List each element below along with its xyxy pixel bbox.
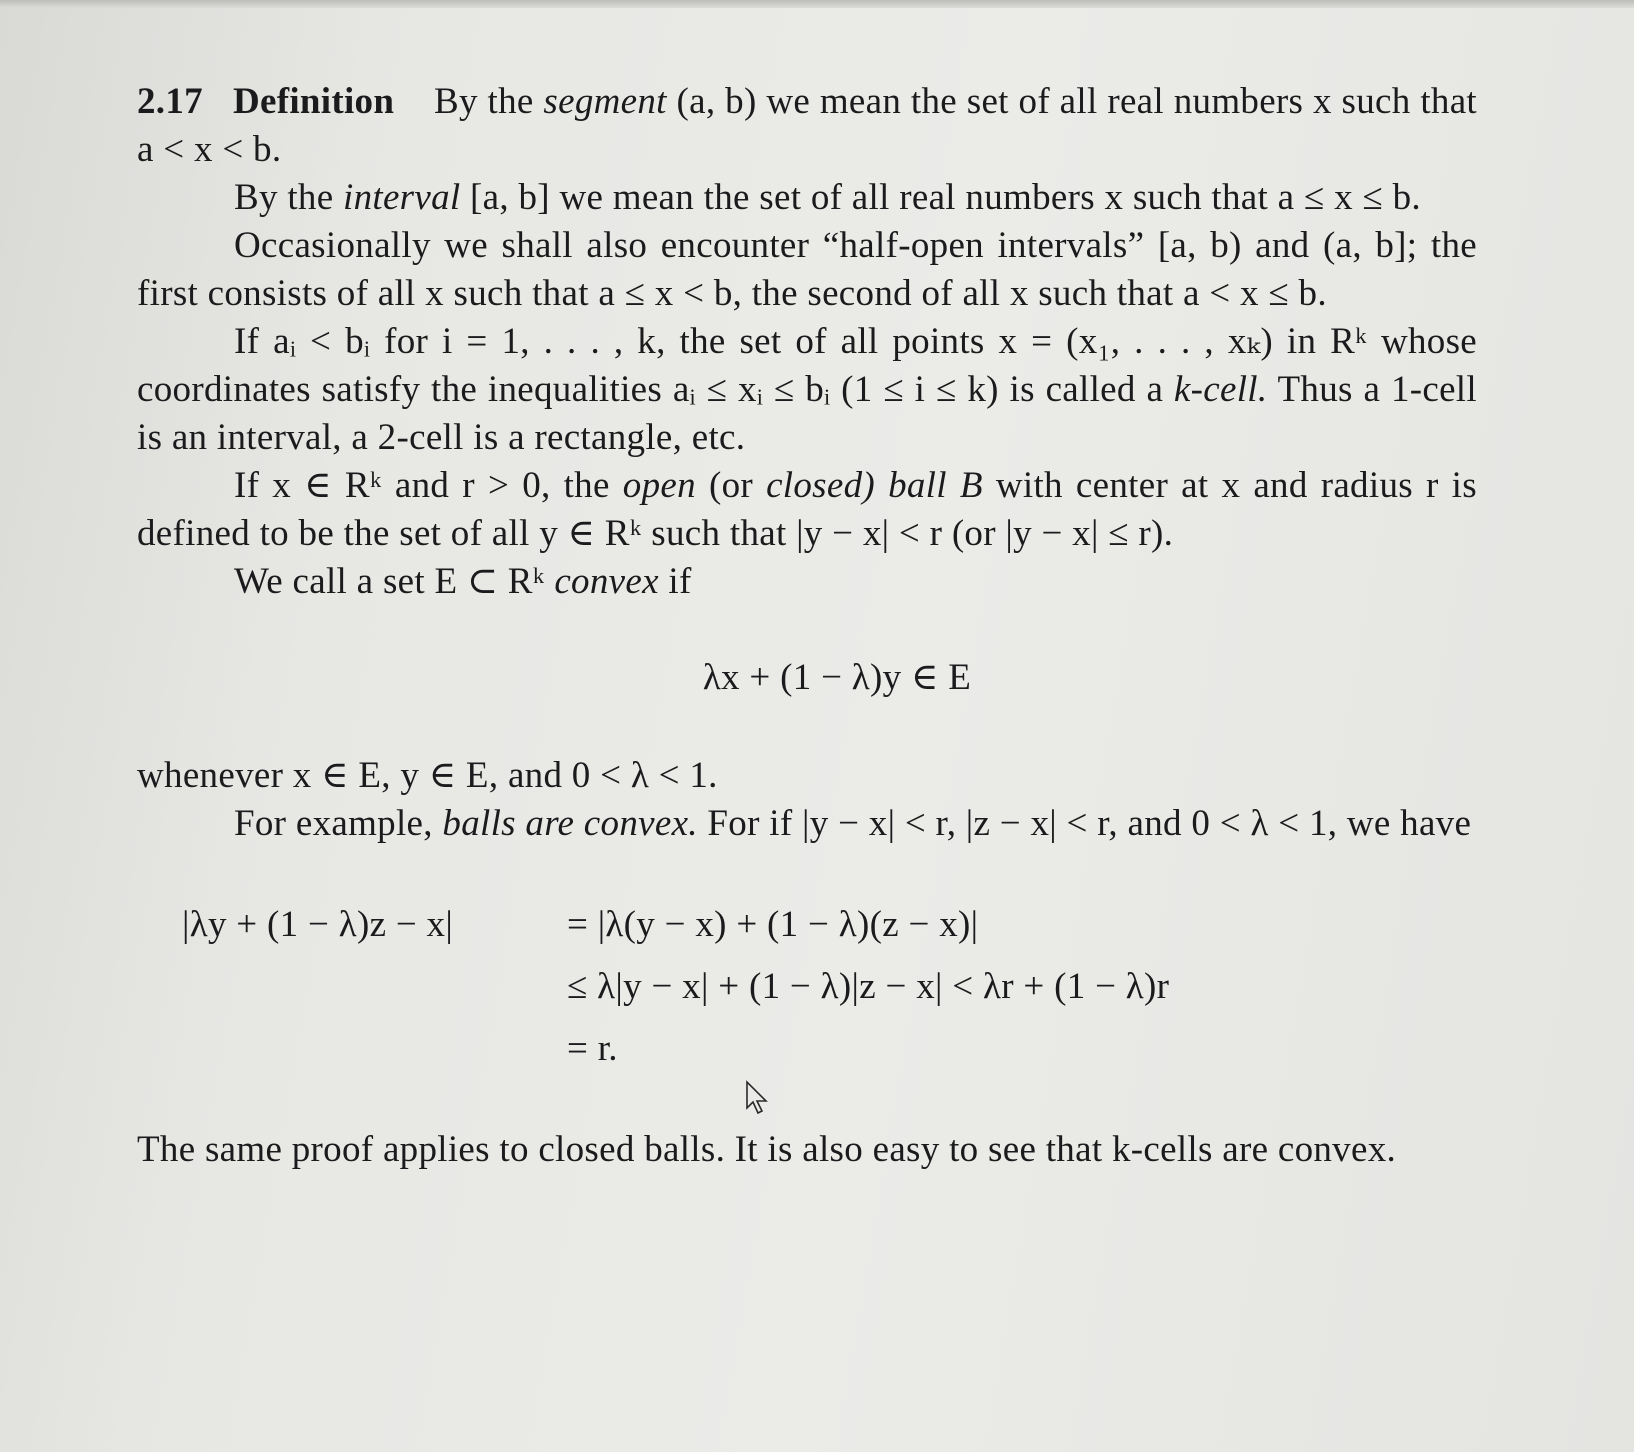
ball-paragraph — [137, 462, 1477, 558]
equation-lhs: |λy + (1 − λ)z − x| — [182, 904, 454, 945]
half-open-paragraph: Occasionally we shall also encounter “half-open intervals” [a, b) and (a, b]; the first consists of all x such that a ≤ x < b, the second of all x such that a < x ≤ b. — [137, 225, 1477, 314]
example-paragraph — [137, 800, 1477, 848]
ball-closed-term: closed) — [766, 465, 876, 506]
convex-paragraph — [137, 558, 1477, 606]
k-cell-text-1: If aᵢ < bᵢ for i = 1, . . . , k, the set of all points x = (x₁, . . . , xₖ) in Rᵏ whose coordinates satisfy the inequalities aᵢ ≤ xᵢ ≤ bᵢ (1 ≤ i ≤ k) is called a — [137, 321, 1477, 410]
interval-text-2: [a, b] we mean the set of all real numbers x such that a ≤ x ≤ b. — [470, 177, 1421, 218]
equation-row-2 — [182, 956, 1477, 1018]
equation-line-1: = |λ(y − x) + (1 − λ)(z − x)| — [567, 904, 979, 945]
example-term: balls are convex. — [442, 803, 698, 844]
ball-text-3: with center at x and radius r is defined to be the set of all y ∈ Rᵏ such that |y − x| < r (or |y − x| ≤ r). — [137, 465, 1477, 554]
whenever-line: whenever x ∈ E, y ∈ E, and 0 < λ < 1. — [137, 755, 718, 796]
equation-line-2: ≤ λ|y − x| + (1 − λ)|z − x| < λr + (1 − λ)r — [567, 966, 1170, 1007]
mouse-cursor-icon — [745, 1080, 771, 1116]
segment-paragraph — [137, 78, 1477, 174]
definition-number: 2.17 — [137, 81, 203, 122]
k-cell-text-2: Thus a 1-cell is an interval, a 2-cell is a rectangle, etc. — [137, 369, 1477, 458]
ball-open-term: open — [622, 465, 696, 506]
closing-paragraph: The same proof applies to closed balls. It is also easy to see that k-cells are convex. — [137, 1129, 1397, 1170]
book-page — [137, 78, 1477, 1174]
segment-text-2: (a, b) we mean the set of all real numbers x such that a < x < b. — [137, 81, 1478, 170]
convex-formula — [137, 654, 1477, 702]
example-text-2: For if |y − x| < r, |z − x| < r, and 0 < λ < 1, we have — [707, 803, 1472, 844]
k-cell-term: k-cell. — [1173, 369, 1268, 410]
interval-text-1: By the — [234, 177, 334, 218]
convex-text-2: if — [668, 561, 692, 602]
equation-line-3: = r. — [567, 1028, 618, 1069]
definition-heading: Definition — [232, 81, 395, 122]
convex-formula-text: λx + (1 − λ)y ∈ E — [702, 657, 972, 698]
convex-text-1: We call a set E ⊂ Rᵏ — [234, 561, 545, 602]
interval-paragraph — [137, 174, 1477, 222]
segment-term: segment — [543, 81, 667, 122]
equation-row-1 — [182, 894, 1477, 956]
ball-term: ball B — [888, 465, 983, 506]
k-cell-paragraph — [137, 318, 1477, 462]
ball-text-2: (or — [708, 465, 753, 506]
equation-block — [182, 894, 1477, 1080]
segment-text-1: By the — [434, 81, 534, 122]
ball-text-1: If x ∈ Rᵏ and r > 0, the — [234, 465, 610, 506]
convex-term: convex — [554, 561, 659, 602]
example-text-1: For example, — [234, 803, 433, 844]
interval-term: interval — [343, 177, 461, 218]
equation-row-3 — [182, 1018, 1477, 1080]
screen-bezel — [0, 0, 1634, 8]
